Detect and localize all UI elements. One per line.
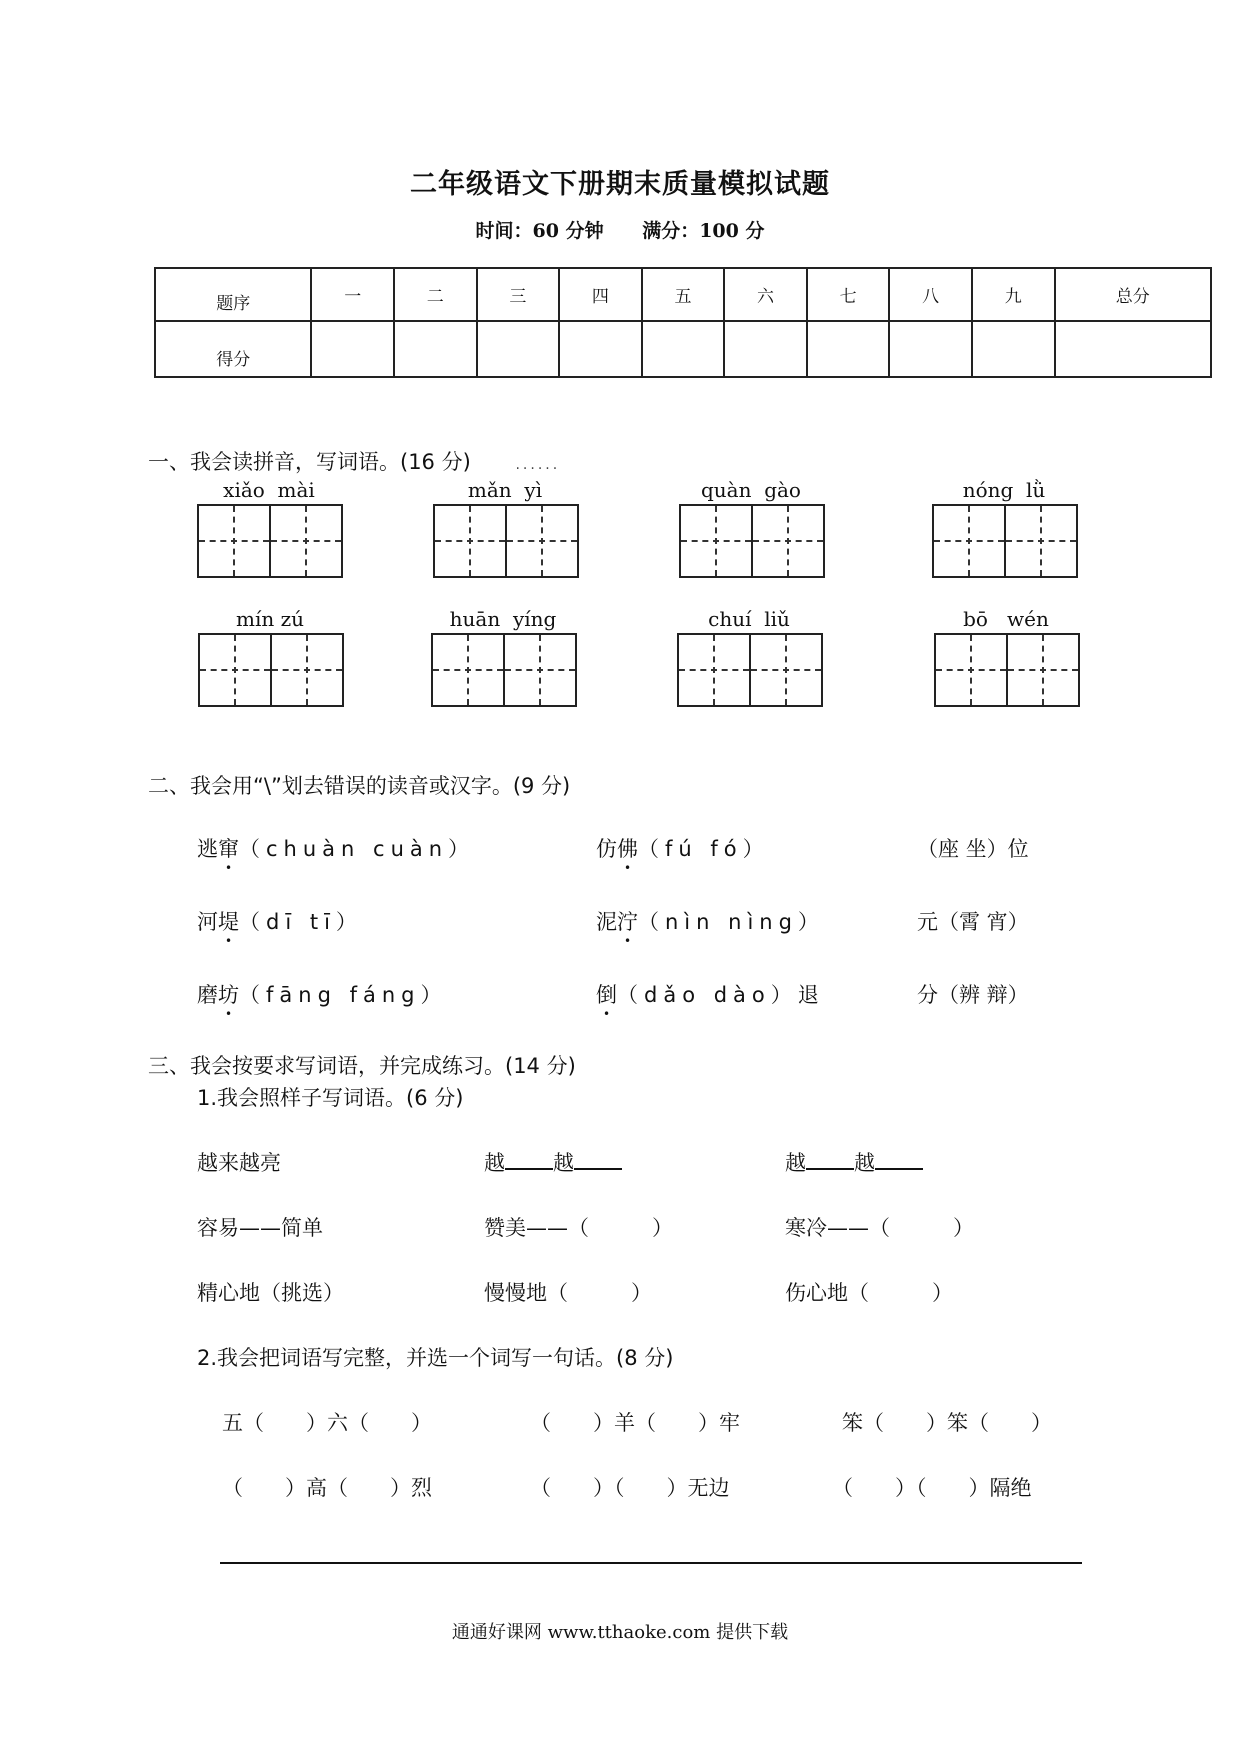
pinyin-group <box>197 478 341 578</box>
score-label: 得分 <box>155 321 311 377</box>
idiom-blank[interactable]: （ ）高（ ）烈 <box>222 1476 432 1500</box>
col-4: 四 <box>559 268 642 321</box>
marked-char: 窜 <box>218 837 239 861</box>
fill-blank-item[interactable]: 寒冷——（ ） <box>785 1216 974 1240</box>
writing-grid <box>197 504 343 578</box>
choice-item[interactable]: 元（霄 宵） <box>917 910 1029 934</box>
score-cell[interactable] <box>642 321 725 377</box>
example-word: 越来越亮 <box>197 1151 281 1175</box>
subquestion-1: 1.我会照样子写词语。(6 分) <box>197 1086 464 1110</box>
fill-blank-item[interactable]: 慢慢地（ ） <box>484 1281 652 1305</box>
choice-item[interactable]: 仿佛（fú fó） <box>596 837 770 861</box>
tian-grid-cell[interactable] <box>505 504 579 578</box>
choice-item[interactable]: 河堤（dī tī） <box>197 910 363 934</box>
tian-grid-cell[interactable] <box>677 633 751 707</box>
score-cell[interactable] <box>477 321 560 377</box>
col-1: 一 <box>311 268 394 321</box>
tian-grid-cell[interactable] <box>503 633 577 707</box>
writing-grid <box>431 633 577 707</box>
score-cell[interactable] <box>807 321 890 377</box>
pinyin-group <box>677 607 821 707</box>
fill-blank-item[interactable]: 伤心地（ ） <box>785 1281 953 1305</box>
tian-grid-cell[interactable] <box>433 504 507 578</box>
writing-grid <box>932 504 1078 578</box>
decorative-dots: ...... <box>515 457 561 473</box>
section-3-heading: 三、我会按要求写词语，并完成练习。(14 分) <box>148 1054 576 1078</box>
score-cell[interactable] <box>394 321 477 377</box>
section-2-heading: 二、我会用“\”划去错误的读音或汉字。(9 分) <box>148 774 571 798</box>
tian-grid-cell[interactable] <box>934 633 1008 707</box>
blank-line[interactable] <box>875 1148 923 1170</box>
blank-line[interactable] <box>574 1148 622 1170</box>
footer-credit: 通通好课网 www.tthaoke.com 提供下载 <box>451 1622 789 1643</box>
section-1-heading: 一、我会读拼音，写词语。(16 分) ...... <box>148 450 561 474</box>
idiom-blank[interactable]: （ ）（ ）隔绝 <box>832 1476 1032 1500</box>
exam-info <box>0 216 1240 243</box>
question-number-label: 题序 <box>155 268 311 321</box>
idiom-blank[interactable]: 笨（ ）笨（ ） <box>842 1411 1052 1435</box>
fill-blank-item[interactable]: 越 越 <box>785 1147 923 1177</box>
pinyin-group <box>934 607 1078 707</box>
marked-char: 堤 <box>218 910 239 934</box>
example-word: 容易——简单 <box>197 1216 323 1240</box>
writing-grid <box>677 633 823 707</box>
pinyin-label: mín zú <box>235 607 305 631</box>
tian-grid-cell[interactable] <box>1004 504 1078 578</box>
idiom-blank[interactable]: （ ）（ ）无边 <box>530 1476 730 1500</box>
pinyin-group <box>932 478 1076 578</box>
score-cell[interactable] <box>889 321 972 377</box>
marked-char: 坊 <box>218 983 239 1007</box>
idiom-blank[interactable]: 五（ ）六（ ） <box>222 1411 432 1435</box>
tian-grid-cell[interactable] <box>270 633 344 707</box>
choice-item[interactable]: 分（辨 辩） <box>917 983 1029 1007</box>
writing-grid <box>679 504 825 578</box>
choice-item[interactable]: 逃窜（chuàn cuàn） <box>197 837 476 861</box>
blank-line[interactable] <box>806 1148 854 1170</box>
col-7: 七 <box>807 268 890 321</box>
fill-blank-item[interactable]: 赞美——（ ） <box>484 1216 673 1240</box>
score-cell[interactable] <box>311 321 394 377</box>
pinyin-label: bō wén <box>963 607 1049 631</box>
score-cell[interactable] <box>1055 321 1212 377</box>
pinyin-group <box>679 478 823 578</box>
col-9: 九 <box>972 268 1055 321</box>
choice-item[interactable]: 倒（dǎo dào）退 <box>596 983 825 1007</box>
time-limit: 时间：60 分钟 <box>475 220 604 242</box>
pinyin-label: quàn gào <box>701 478 801 502</box>
tian-grid-cell[interactable] <box>431 633 505 707</box>
marked-char: 倒 <box>596 983 617 1007</box>
idiom-blank[interactable]: （ ）羊（ ）牢 <box>530 1411 740 1435</box>
pinyin-label: xiǎo mài <box>223 478 315 502</box>
marked-char: 泞 <box>617 910 638 934</box>
pinyin-label: huān yíng <box>449 607 557 631</box>
choice-item[interactable]: 磨坊（fāng fáng） <box>197 983 448 1007</box>
divider <box>220 1562 1082 1564</box>
tian-grid-cell[interactable] <box>679 504 753 578</box>
col-6: 六 <box>724 268 807 321</box>
tian-grid-cell[interactable] <box>932 504 1006 578</box>
choice-item[interactable]: （座 坐）位 <box>917 837 1029 861</box>
page-title: 二年级语文下册期末质量模拟试题 <box>410 169 830 200</box>
tian-grid-cell[interactable] <box>751 504 825 578</box>
score-table <box>154 267 1212 378</box>
writing-grid <box>934 633 1080 707</box>
tian-grid-cell[interactable] <box>1006 633 1080 707</box>
score-cell[interactable] <box>972 321 1055 377</box>
tian-grid-cell[interactable] <box>198 633 272 707</box>
writing-grid <box>198 633 344 707</box>
writing-grid <box>433 504 579 578</box>
col-5: 五 <box>642 268 725 321</box>
pinyin-label: nóng lǜ <box>962 478 1046 502</box>
pinyin-label: chuí liǔ <box>708 607 790 631</box>
col-8: 八 <box>889 268 972 321</box>
marked-char: 佛 <box>617 837 638 861</box>
pinyin-group <box>433 478 577 578</box>
fill-blank-item[interactable]: 越 越 <box>484 1147 622 1177</box>
example-word: 精心地（挑选） <box>197 1281 344 1305</box>
col-3: 三 <box>477 268 560 321</box>
score-cell[interactable] <box>559 321 642 377</box>
col-total: 总分 <box>1055 268 1212 321</box>
tian-grid-cell[interactable] <box>269 504 343 578</box>
pinyin-group <box>198 607 342 707</box>
choice-item[interactable]: 泥泞（nìn nìng） <box>596 910 825 934</box>
pinyin-group <box>431 607 575 707</box>
score-cell[interactable] <box>724 321 807 377</box>
tian-grid-cell[interactable] <box>749 633 823 707</box>
tian-grid-cell[interactable] <box>197 504 271 578</box>
blank-line[interactable] <box>505 1148 553 1170</box>
col-2: 二 <box>394 268 477 321</box>
pinyin-label: mǎn yì <box>467 478 543 502</box>
subquestion-2: 2.我会把词语写完整，并选一个词写一句话。(8 分) <box>197 1346 674 1370</box>
full-score: 满分：100 分 <box>642 220 765 242</box>
